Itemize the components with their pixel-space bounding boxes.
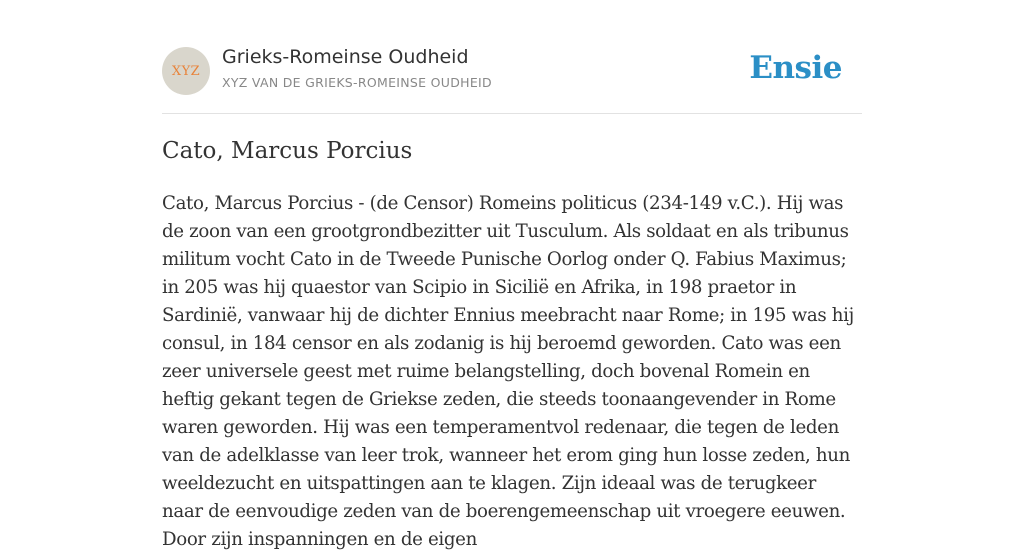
site-subtitle: XYZ VAN DE GRIEKS-ROMEINSE OUDHEID — [222, 75, 492, 90]
avatar[interactable] — [162, 47, 210, 95]
article-body: Cato, Marcus Porcius - (de Censor) Romeins politicus (234-149 v.C.). Hij was de zoon van een grootgrondbezitter uit Tusculum. Als soldaat en als tribunus militum vocht Cato in de Tweede Punische Oorlog onder Q. Fabius Maximus; in 205 was hij quaestor van Scipio in Sicilië en Afrika, in 198 praetor in Sardinië, vanwaar hij de dichter Ennius meebracht naar Rome; in 195 was hij consul, in 184 censor en als zodanig is hij beroemd geworden. Cato was een zeer universele geest met ruime belangstelling, doch bovenal Romein en heftig gekant tegen de Griekse zeden, die steeds toonaangevender in Rome waren geworden. Hij was een temperamentvol redenaar, die tegen de leden van de adelklasse van leer trok, wanneer het erom ging hun losse zeden, hun weeldezucht en uitspattingen aan te klagen. Zijn ideaal was de terugkeer naar de eenvoudige zeden van de boerengemeenschap uit vroegere eeuwen. Door zijn inspanningen en de eigen — [162, 193, 854, 550]
avatar-text: XYZ — [171, 63, 201, 79]
header-divider — [162, 113, 862, 114]
site-title[interactable]: Grieks-Romeinse Oudheid — [222, 46, 469, 68]
brand-logo-link[interactable]: Ensie — [749, 50, 842, 86]
article-title: Cato, Marcus Porcius — [162, 138, 413, 164]
site-header — [162, 46, 862, 96]
